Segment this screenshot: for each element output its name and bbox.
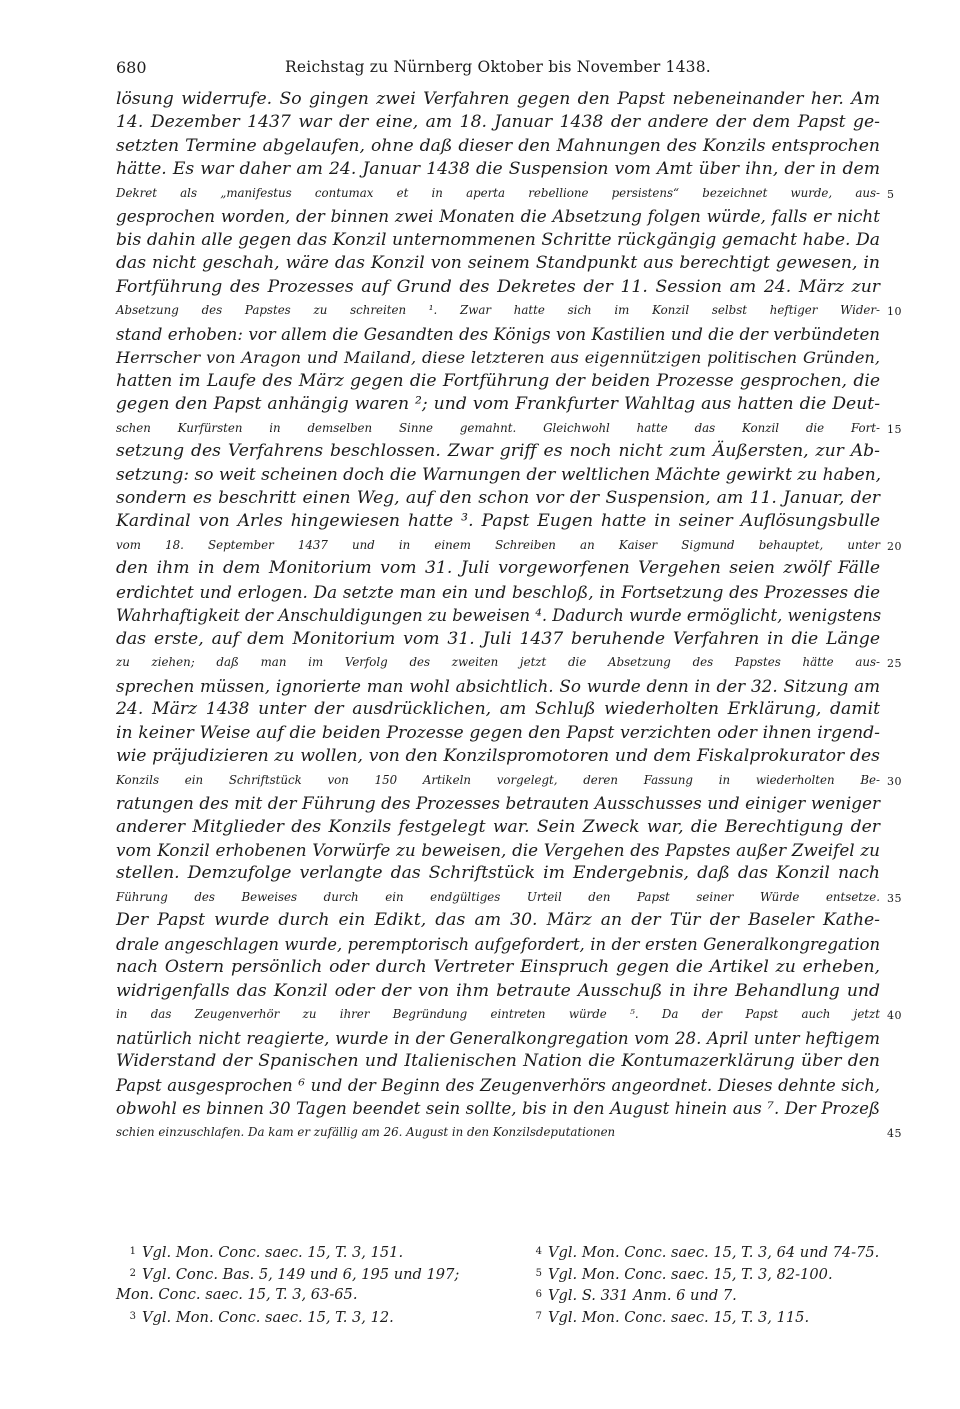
text-line: schien einzuschlafen. Da kam er zufällig am 26. August in den Konzilsdeputationen 45 (116, 1121, 880, 1144)
text-line: setzten Termine abgelaufen, ohne daß dieser den Mahnungen des Konzils entsprochen (116, 135, 880, 156)
footnote (522, 1306, 880, 1328)
text-line: erdichtet und erlogen. Da setzte man ein und beschloß, in Fortsetzung des Prozesses die (116, 581, 880, 602)
text-line: Absetzung des Papstes zu schreiten ¹. Zwar hatte sich im Konzil selbst heftiger Wider- 10 (116, 299, 880, 322)
footnote-number: 7 (535, 1310, 542, 1322)
text-line: Der Papst wurde durch ein Edikt, das am 30. März an der Tür der Baseler Kathe- (116, 910, 880, 931)
text-line: bis dahin alle gegen das Konzil unternommenen Schritte rückgängig gemacht habe. Da (116, 229, 880, 250)
footnotes-right-column (522, 1241, 880, 1327)
footnote (116, 1306, 498, 1328)
line-number: 30 (887, 774, 902, 788)
footnote-number: 3 (129, 1310, 136, 1322)
text-line: anderer Mitglieder des Konzils festgelegt war. Sein Zweck war, die Berechtigung der (116, 816, 880, 837)
footnote (522, 1241, 880, 1263)
text-line: sprechen müssen, ignorierte man wohl absichtlich. So wurde denn in der 32. Sitzung am (116, 675, 880, 696)
page-number: 680 (116, 58, 147, 77)
text-line: widrigenfalls das Konzil oder der von ihm betraute Ausschuß in ihre Behandlung und (116, 980, 880, 1001)
text-line: drale angeschlagen wurde, peremptorisch aufgefordert, in der ersten Generalkongregation (116, 934, 880, 954)
line-number: 40 (887, 1009, 902, 1023)
text-line: das nicht geschah, wäre das Konzil von seinem Standpunkt aus berechtigt gewesen, in (116, 253, 880, 274)
line-number: 10 (887, 305, 902, 319)
running-title: Reichstag zu Nürnberg Oktober bis November 1438. (285, 58, 711, 76)
text-line: Fortführung des Prozesses auf Grund des Dekretes der 11. Session am 24. März zur (116, 276, 880, 297)
text-line: das erste, auf dem Monitorium vom 31. Juli 1437 beruhende Verfahren in die Länge (116, 628, 880, 649)
line-number: 25 (887, 657, 902, 671)
text-line: Widerstand der Spanischen und Italienischen Nation die Kontumazerklärung über den (116, 1051, 880, 1072)
page-header (116, 58, 880, 82)
text-line: zu ziehen; daß man im Verfolg des zweiten jetzt die Absetzung des Papstes hätte aus- 25 (116, 651, 880, 674)
footnote-text: Mon. Conc. saec. 15, T. 3, 63-65. (116, 1286, 358, 1303)
footnote (116, 1263, 498, 1285)
text-line: hatten im Laufe des März gegen die Fortführung der beiden Prozesse gesprochen, die (116, 370, 880, 391)
text-line: ratungen des mit der Führung des Prozesses betrauten Ausschusses und einiger weniger (116, 793, 880, 814)
line-number: 35 (887, 891, 902, 905)
text-line: Konzils ein Schriftstück von 150 Artikeln vorgelegt, deren Fassung in wiederholten Be- 30 (116, 769, 880, 792)
footnote (116, 1241, 498, 1263)
text-line: gesprochen worden, der binnen zwei Monaten die Absetzung folgen würde, falls er nicht (116, 206, 880, 227)
text-line: stellen. Demzufolge verlangte das Schriftstück im Endergebnis, daß das Konzil nach (116, 863, 880, 884)
text-line: in das Zeugenverhör zu ihrer Begründung eintreten würde ⁵. Da der Papst auch jetzt 40 (116, 1003, 880, 1026)
footnote (522, 1284, 880, 1306)
line-number: 20 (887, 539, 902, 553)
footnote-number: 5 (535, 1267, 542, 1279)
text-line: Führung des Beweises durch ein endgültiges Urteil den Papst seiner Würde entsetze. 35 (116, 886, 880, 909)
footnote-number: 2 (129, 1267, 136, 1279)
footnote (116, 1284, 498, 1306)
text-line: obwohl es binnen 30 Tagen beendet sein sollte, bis in den August hinein aus ⁷. Der Prozeß (116, 1099, 880, 1119)
footnote-text: Vgl. Mon. Conc. saec. 15, T. 3, 64 und 74-75. (548, 1244, 880, 1261)
text-line: Dekret als „manifestus contumax et in aperta rebellione persistens“ bezeichnet wurde, aus- 5 (116, 182, 880, 205)
line-number: 45 (887, 1126, 902, 1140)
text-line: schen Kurfürsten in demselben Sinne gemahnt. Gleichwohl hatte das Konzil die Fort- 15 (116, 417, 880, 440)
footnote-text: Vgl. Mon. Conc. saec. 15, T. 3, 12. (142, 1308, 394, 1326)
line-number: 15 (887, 422, 902, 436)
footnote-number: 1 (129, 1246, 136, 1257)
text-line: Kardinal von Arles hingewiesen hatte ³. Papst Eugen hatte in seiner Auflösungsbulle (116, 511, 880, 532)
text-line: setzung des Verfahrens beschlossen. Zwar griff es noch nicht zum Äußersten, zur Ab- (116, 441, 880, 462)
text-line: 24. März 1438 unter der ausdrücklichen, am Schluß wiederholten Erklärung, damit (116, 699, 880, 720)
text-line: Wahrhaftigkeit der Anschuldigungen zu beweisen ⁴. Dadurch wurde ermöglicht, wenigstens (116, 606, 882, 626)
text-line: in keiner Weise auf die beiden Prozesse gegen den Papst verzichten oder ihnen irgend- (116, 722, 880, 743)
line-number: 5 (887, 187, 895, 201)
text-line: hätte. Es war daher am 24. Januar 1438 die Suspension vom Amt über ihn, der in dem (116, 159, 880, 180)
text-line: stand erhoben: vor allem die Gesandten des Königs von Kastilien und die der verbündeten (116, 324, 880, 344)
footnote-number: 6 (535, 1289, 542, 1300)
text-line: Herrscher von Aragon und Mailand, diese letzteren aus eigennützigen politischen Gründen, (116, 348, 880, 368)
footnotes-left-column (116, 1241, 498, 1327)
footnote-number: 4 (535, 1246, 542, 1257)
text-line: wie präjudizieren zu wollen, von den Konzilspromotoren und dem Fiskalprokurator des (116, 746, 880, 767)
text-line: gegen den Papst anhängig waren ²; und vom Frankfurter Wahltag aus hatten die Deut- (116, 394, 880, 415)
text-line: vom Konzil erhobenen Vorwürfe zu beweisen, die Vergehen des Papstes außer Zweifel zu (116, 840, 880, 860)
text-line: den ihm in dem Monitorium vom 31. Juli vorgeworfenen Vergehen seien zwölf Fälle (116, 558, 880, 579)
text-line: 14. Dezember 1437 war der eine, am 18. Januar 1438 der andere der dem Papst ge- (116, 112, 880, 133)
text-line: Papst ausgesprochen ⁶ und der Beginn des Zeugenverhörs angeordnet. Dieses dehnte sich, (116, 1075, 880, 1095)
text-line: setzung: so weit scheinen doch die Warnungen der weltlichen Mächte gewirkt zu haben, (116, 464, 882, 485)
text-line: nach Ostern persönlich oder durch Vertreter Einspruch gegen die Artikel zu erheben, (116, 957, 880, 978)
footnote-text: Vgl. Mon. Conc. saec. 15, T. 3, 151. (142, 1244, 404, 1261)
text-line: lösung widerrufe. So gingen zwei Verfahren gegen den Papst nebeneinander her. Am (116, 89, 880, 109)
footnote-text: Vgl. S. 331 Anm. 6 und 7. (548, 1287, 737, 1304)
text-line: natürlich nicht reagierte, wurde in der Generalkongregation vom 28. April unter heftigem (116, 1028, 880, 1048)
footnote-text: Vgl. Conc. Bas. 5, 149 und 6, 195 und 197; (142, 1265, 460, 1283)
footnote-text: Vgl. Mon. Conc. saec. 15, T. 3, 115. (548, 1308, 810, 1326)
text-line: vom 18. September 1437 und in einem Schreiben an Kaiser Sigmund behauptet, unter 20 (116, 534, 880, 557)
text-line: sondern es beschritt einen Weg, auf den schon vor der Suspension, am 11. Januar, der (116, 487, 880, 508)
footnote (522, 1263, 880, 1285)
footnote-text: Vgl. Mon. Conc. saec. 15, T. 3, 82-100. (548, 1265, 833, 1283)
main-text (116, 88, 902, 1144)
